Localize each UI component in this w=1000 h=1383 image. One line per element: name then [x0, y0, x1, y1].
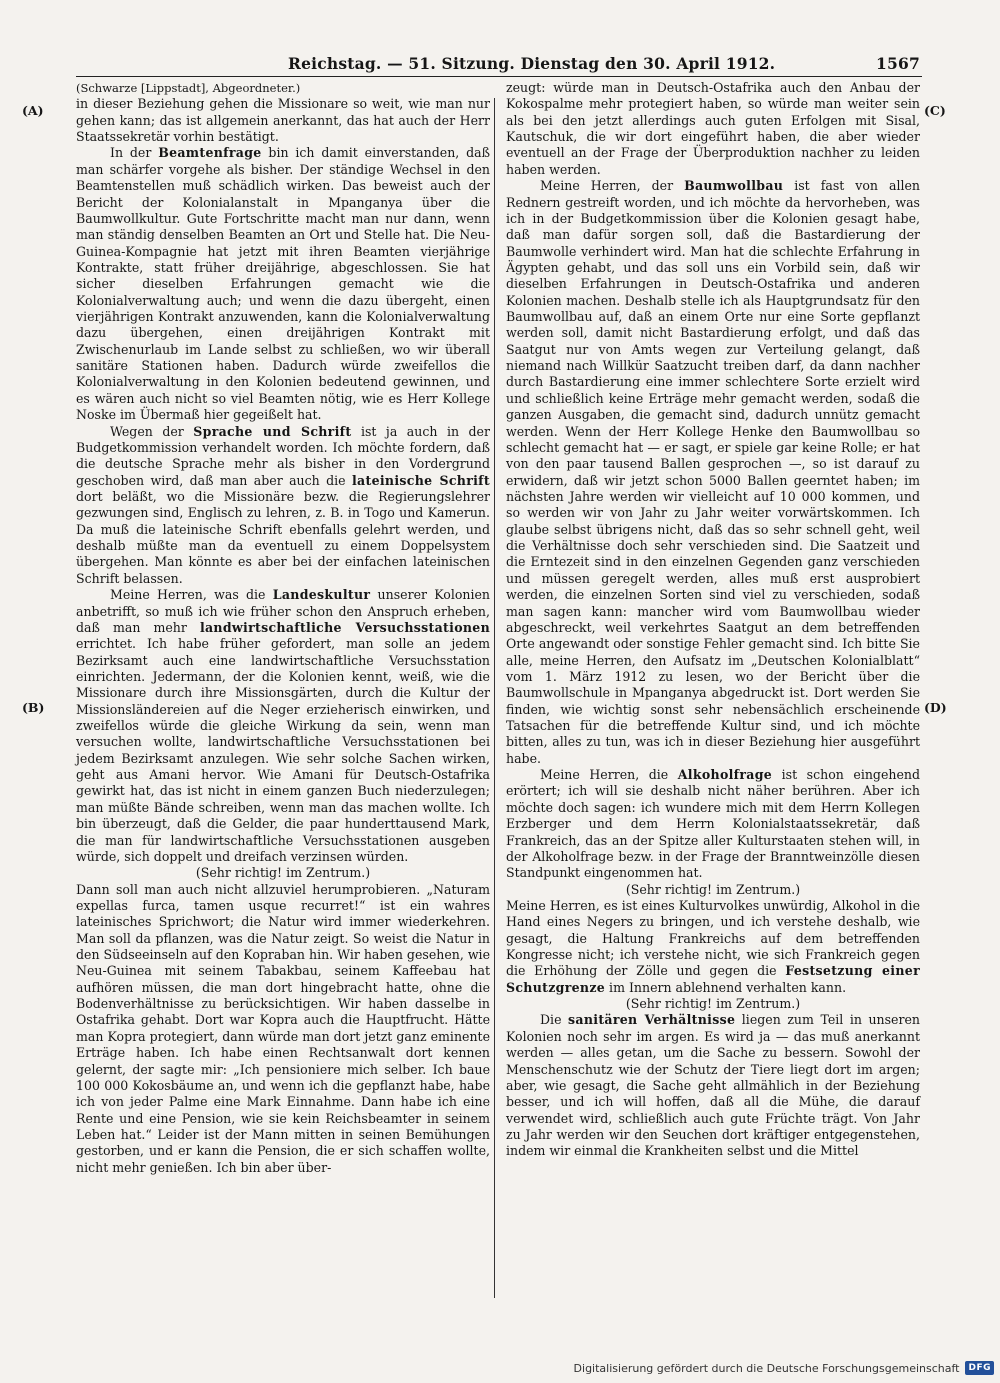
interjection: (Sehr richtig! im Zentrum.): [625, 881, 801, 897]
header-rule: [76, 76, 922, 77]
paragraph: in dieser Beziehung gehen die Missionare so weit, wie man nur gehen kann; das ist allgemein anerkannt, das hat auch der Herr Staatssekretär vorhin bestätigt.: [76, 96, 490, 145]
bold-term: landwirtschaftliche Versuchsstationen: [199, 619, 490, 635]
footer-text: Digitalisierung gefördert durch die Deutsche Forschungsgemeinschaft: [573, 1361, 960, 1375]
paragraph: zeugt: würde man in Deutsch-Ostafrika auch den Anbau der Kokospalme mehr protegiert haben, so würde man weiter sein als bei den jetzt allerdings auch guten Erfolgen mit Sisal, Kautschuk, die wir dort eingeführt haben, die aber wieder eventuell an der Frage der Überproduktion nachher zu leiden haben werden.: [506, 80, 920, 177]
margin-marker-a: (A): [22, 103, 44, 118]
page-header: [76, 52, 920, 76]
bold-term: Baumwollbau: [684, 178, 784, 194]
bold-term: Sprache und Schrift: [193, 423, 352, 439]
bold-term: sanitären Verhältnisse: [568, 1012, 736, 1028]
bold-term: lateinische Schrift: [351, 472, 490, 488]
text-run: dort beläßt, wo die Missionäre bezw. die Regierungslehrer gezwungen sind, Englisch zu lehren, z. B. in Togo und Kamerun. Da muß die lateinische Schrift ebenfalls gelehrt werden, und deshalb müßte man da eventuell zu einem Doppelsystem übergehen. Man könnte es aber bei der einfachen lateinischen Schrift belassen.: [76, 488, 490, 586]
text-run: Wegen der: [110, 423, 194, 439]
speaker-label: (Schwarze [Lippstadt], Abgeordneter.): [76, 81, 301, 95]
text-run: Meine Herren, die: [540, 767, 678, 783]
text-run: ist ja auch in der Budgetkommission verhandelt worden. Ich möchte fordern, daß die deutsche Sprache mehr als bisher in den Vordergrund geschoben wird, daß man aber auch die: [76, 423, 490, 488]
text-run: Die: [540, 1012, 569, 1028]
margin-marker-c: (C): [924, 103, 946, 118]
text-run: errichtet. Ich habe früher gefordert, man solle an jedem Bezirksamt auch eine landwirtschaftliche Versuchsstation einrichten. Jedermann, der die Kolonien kennt, weiß, wie die Missionare durch ihre Missionsgärten, durch die Kultur der Missionsländereien auf die Neger erzieherisch einwirken, und zweifellos würde die gleiche Wirkung da sein, wenn man versuchen wollte, landwirtschaftliche Versuchsstationen bei jedem Bezirksamt anzulegen. Wie sehr solche Sachen wirken, geht aus Amani hervor. Wie Amani für Deutsch-Ostafrika gewirkt hat, das ist nicht in einem ganzen Buch niederzulegen; man müßte Bände schreiben, wenn man das machen wollte. Ich bin überzeugt, daß die Gelder, die paar hunderttausend Mark, die man für landwirtschaftliche Versuchsstationen ausgeben würde, sich doppelt und dreifach verzinsen würden.: [76, 636, 490, 864]
paragraph: [506, 178, 920, 767]
text-run: liegen zum Teil in unseren Kolonien noch sehr im argen. Es wird ja — das muß anerkannt werden — alles getan, um die Sache zu bessern. Sowohl der Menschenschutz wie der Schutz der Tiere liegt dort im argen; aber, wie gesagt, die Sache geht allmählich in der Beziehung besser, und ich will hoffen, daß all die Mühe, die darauf verwendet wird, schließlich auch gute Früchte trägt. Von Jahr zu Jahr werden wir den Seuchen dort kräftiger entgegenstehen, indem wir einmal die Krankheiten selbst und die Mittel: [506, 1012, 920, 1159]
text-run: In der: [110, 145, 159, 161]
paragraph: [506, 1012, 920, 1159]
text-run: Meine Herren, es ist eines Kulturvolkes unwürdig, Alkohol in die Hand eines Negers zu bringen, und ich verstehe deshalb, wie gesagt, die Haltung Frankreichs auf dem betreffenden Kongresse nicht; ich verstehe nicht, wie sich Frankreich gegen die Erhöhung der Zölle und gegen die: [506, 897, 920, 979]
paragraph: Dann soll man auch nicht allzuviel herumprobieren. „Naturam expellas furca, tamen usque recurret!“ ist ein wahres lateinisches Sprichwort; die Natur wird immer wiederkehren. Man soll da pflanzen, was die Natur zeigt. So weist die Natur in den Südseeinseln auf den Kopraban hin. Wir haben gesehen, wie Neu-Guinea mit seinem Tabakbau, seinem Kaffeebau hat aufhören müssen, die man dort hingebracht hatte, ohne die Bodenverhältnisse zu berücksichtigen. Wir haben dasselbe in Ostafrika gehabt. Dort war Kopra auch die Hauptfrucht. Hätte man Kopra protegiert, dann würde man dort jetzt ganz eminente Erträge haben. Ich habe einen Rechtsanwalt dort kennen gelernt, der sagte mir: „Ich pensioniere mich selber. Ich baue 100 000 Kokosbäume an, und wenn ich die gepflanzt habe, habe ich von jeder Palme eine Mark Einnahme. Dann habe ich eine Rente und eine Pension, wie sie kein Reichsbeamter in seinem Leben hat.“ Leider ist der Mann mitten in seinen Bemühungen gestorben, und er kann die Pension, die er sich schaffen wollte, nicht mehr genießen. Ich bin aber über-: [76, 881, 490, 1175]
margin-marker-b: (B): [22, 700, 45, 715]
paragraph: [76, 145, 490, 423]
margin-marker-d: (D): [924, 700, 947, 715]
text-run: Meine Herren, der: [540, 178, 685, 194]
bold-term: Festsetzung einer Schutzgrenze: [506, 963, 920, 995]
header-title: Reichstag. — 51. Sitzung. Dienstag den 30. April 1912.: [288, 54, 776, 73]
paragraph: [506, 767, 920, 882]
text-run: im Innern ablehnend verhalten kann.: [605, 979, 847, 995]
page-number: 1567: [876, 54, 920, 73]
right-column: [506, 80, 920, 1160]
bold-term: Landeskultur: [272, 587, 371, 603]
paragraph: [506, 898, 920, 996]
digitization-footer: [574, 1361, 994, 1375]
paragraph: [76, 587, 490, 865]
text-run: ist fast von allen Rednern gestreift worden, und ich möchte da hervorheben, was ich in der Budgetkommission über die Kolonien gesagt habe, daß man dafür sorgen soll, daß die Bastardierung der Baumwolle verhindert wird. Man hat die schlechte Erfahrung in Ägypten gehabt, und das soll uns ein Vorbild sein, daß wir dieselben Erfahrungen in Deutsch-Ostafrika und anderen Kolonien machen. Deshalb stelle ich als Hauptgrundsatz für den Baumwollbau auf, daß an einem Orte nur eine Sorte gepflanzt werden soll, damit nicht Bastardierung erfolgt, und daß das Saatgut nur von Amts wegen zur Verteilung gelangt, daß niemand nach Willkür Saatzucht treiben darf, da dann nachher durch Bastardierung eine immer schlechtere Sorte erzielt wird und schließlich keine Erträge mehr gemacht werden, sodaß die ganzen Ausgaben, die gemacht sind, dadurch unnütz gemacht werden. Wenn der Herr Kollege Henke den Baumwollbau so schlecht gemacht hat — er sagt, er spiele gar keine Rolle; er hat von den paar tausend Ballen gesprochen —, so ist darauf zu erwidern, daß wir jetzt schon 5000 Ballen geerntet haben; im nächsten Jahre werden wir vielleicht auf 10 000 kommen, und so werden wir von Jahr zu Jahr weiter vorwärtskommen. Ich glaube selbst übrigens nicht, daß das so sehr schnell geht, weil die Verhältnisse doch sehr verschieden sind. Die Saatzeit und die Erntezeit sind in den einzelnen Gegenden ganz verschieden und müssen geregelt werden, alles muß erst ausprobiert werden, die einzelnen Sorten sind viel zu verschieden, sodaß man sagen kann: mancher wird vom Baumwollbau wieder abgeschreckt, weil verkehrtes Saatgut an dem betreffenden Orte angewandt oder sonstige Fehler gemacht sind. Ich bitte Sie alle, meine Herren, den Aufsatz im „Deutschen Kolonialblatt“ vom 1. März 1912 zu lesen, wo der Bericht über die Baumwollschule in Mpanganya abgedruckt ist. Dort werden Sie finden, wie wichtig sonst sehr nebensächlich erscheinende Tatsachen für die betreffende Kultur sind, und ich möchte bitten, alles zu tun, was ich in dieser Beziehung hier ausgeführt habe.: [506, 178, 920, 766]
bold-term: Alkoholfrage: [677, 767, 773, 783]
bold-term: Beamtenfrage: [158, 145, 262, 161]
left-column: [76, 80, 490, 1176]
text-run: ist schon eingehend erörtert; ich will sie deshalb nicht näher berühren. Aber ich möchte doch sagen: ich wundere mich mit dem Herrn Kollegen Erzberger und dem Herrn Kolonialstaatssekretär, daß Frankreich, das an der Spitze aller Kulturstaaten stehen will, in der Alkoholfrage bezw. in der Frage der Branntweinzölle diesen Standpunkt eingenommen hat.: [506, 767, 920, 881]
column-divider: [494, 98, 495, 1298]
text-run: bin ich damit einverstanden, daß man schärfer vorgehe als bisher. Der ständige Wechsel in den Beamtenstellen muß schädlich wirken. Das beweist auch der Bericht der Kolonialanstalt in Mpanganya über die Baumwollkultur. Gute Fortschritte macht man nur dann, wenn man ständig denselben Beamten an Ort und Stelle hat. Die Neu-Guinea-Kompagnie hat jetzt mit ihren Beamten vierjährige Kontrakte, statt früher dreijährige, abgeschlossen. Sie hat sicher dieselben Erfahrungen gemacht wie die Kolonialverwaltung auch; und wenn die dazu übergeht, einen vierjährigen Kontrakt anzuwenden, kann die Kolonialverwaltung dazu übergehen, einen dreijährigen Kontrakt mit Zwischenurlaub im Lande selbst zu schließen, wo wir überall sanitäre Stationen haben. Dadurch würde zweifellos die Kolonialverwaltung in den Kolonien bedeutend gewinnen, und es wären auch nicht so viel Beamten nötig, wie es Herr Kollege Noske im Übermaß hier gegeißelt hat.: [76, 145, 490, 423]
text-run: unserer Kolonien anbetrifft, so muß ich wie früher schon den Anspruch erheben, daß man mehr: [76, 587, 490, 635]
interjection: (Sehr richtig! im Zentrum.): [195, 865, 371, 881]
interjection: (Sehr richtig! im Zentrum.): [625, 996, 801, 1012]
paragraph: [76, 424, 490, 588]
dfg-logo: DFG: [965, 1361, 994, 1375]
text-run: Meine Herren, was die: [110, 587, 273, 603]
